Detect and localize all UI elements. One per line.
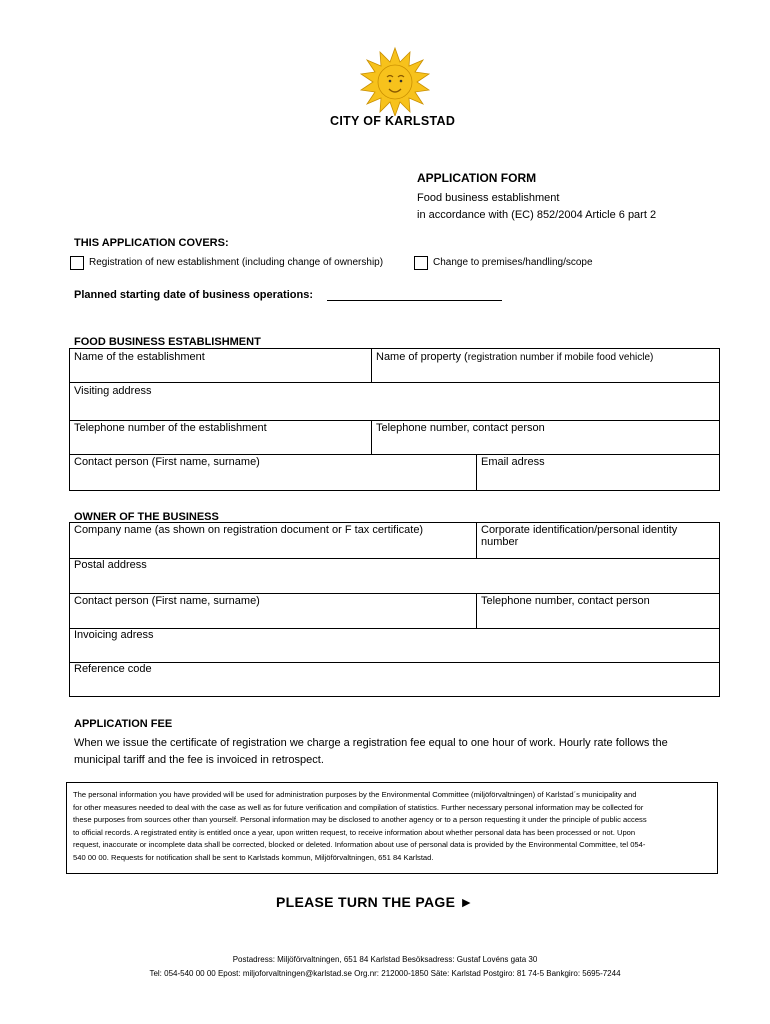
footer-address: Postadress: Miljöförvaltningen, 651 84 Karlstad Besöksadress: Gustaf Lovéns gata 30 bbox=[232, 955, 538, 964]
privacy-line: The personal information you have provided will be used for administration purposes by the Environmental Committee (miljöförvaltningen) of Karlstad´s municipality and bbox=[73, 790, 637, 799]
covers-heading: THIS APPLICATION COVERS: bbox=[74, 237, 229, 249]
property-name-field[interactable] bbox=[376, 351, 653, 364]
fee-text-1: When we issue the certificate of registration we charge a registration fee equal to one hour of work. Hourly rate follows the bbox=[74, 737, 668, 749]
privacy-line: request, inaccurate or incomplete data shall be corrected, blocked or deleted. Information about use of personal data is provided by the Environmental Committee, tel 054- bbox=[73, 840, 646, 849]
fee-heading: APPLICATION FEE bbox=[74, 718, 173, 730]
establishment-heading: FOOD BUSINESS ESTABLISHMENT bbox=[74, 336, 261, 348]
new-establishment-label: Registration of new establishment (including change of ownership) bbox=[89, 257, 384, 268]
owner-contact-phone-field[interactable]: Telephone number, contact person bbox=[481, 595, 650, 607]
owner-heading: OWNER OF THE BUSINESS bbox=[74, 511, 219, 523]
reference-code-field[interactable]: Reference code bbox=[74, 663, 152, 675]
corporate-id-label: Corporate identification/personal identity bbox=[481, 524, 678, 536]
city-name: CITY OF KARLSTAD bbox=[330, 114, 456, 128]
contact-phone-field[interactable]: Telephone number, contact person bbox=[376, 422, 545, 434]
form-title: APPLICATION FORM bbox=[417, 171, 537, 185]
privacy-line: to official records. A registrated entity is entitled once a year, upon written request, to receive information about whether personal data has been processed or not. Upon bbox=[73, 827, 636, 837]
corporate-id-field[interactable] bbox=[481, 524, 677, 548]
form-regulation: in accordance with (EC) 852/2004 Article 6 part 2 bbox=[417, 209, 657, 221]
new-establishment-checkbox[interactable] bbox=[70, 256, 84, 270]
start-date-label: Planned starting date of business operations: bbox=[74, 289, 313, 301]
email-field[interactable]: Email adress bbox=[481, 456, 545, 468]
establishment-phone-field[interactable]: Telephone number of the establishment bbox=[74, 422, 267, 434]
invoicing-address-field[interactable]: Invoicing adress bbox=[74, 629, 154, 641]
privacy-notice bbox=[66, 782, 718, 874]
sun-face-icon bbox=[355, 46, 435, 116]
privacy-line: 540 00 00. Requests for notification shall be sent to Karlstads kommun, Miljöförvaltningen, 651 84 Karlstad. bbox=[73, 852, 434, 862]
fee-text-2: municipal tariff and the fee is invoiced in retrospect. bbox=[74, 754, 324, 766]
visiting-address-field[interactable]: Visiting address bbox=[74, 385, 152, 397]
change-premises-label: Change to premises/handling/scope bbox=[433, 257, 593, 268]
company-name-field[interactable]: Company name (as shown on registration document or F tax certificate) bbox=[74, 524, 424, 536]
privacy-line: these purposes from sources other than yourself. Personal information may be disclosed to another agency or to a person requesting it under the principle of public access bbox=[73, 815, 647, 824]
contact-person-field[interactable]: Contact person (First name, surname) bbox=[74, 456, 260, 468]
form-subtitle: Food business establishment bbox=[417, 192, 560, 204]
change-premises-checkbox[interactable] bbox=[414, 256, 428, 270]
turn-page-notice: PLEASE TURN THE PAGE ► bbox=[276, 894, 474, 910]
owner-contact-person-field[interactable]: Contact person (First name, surname) bbox=[74, 595, 260, 607]
postal-address-field[interactable]: Postal address bbox=[74, 559, 147, 571]
owner-table bbox=[69, 522, 720, 697]
start-date-field[interactable] bbox=[327, 300, 502, 301]
corporate-id-label-cont: number bbox=[481, 536, 519, 548]
footer-contact: Tel: 054-540 00 00 Epost: miljoforvaltningen@karlstad.se Org.nr: 212000-1850 Säte: Karlstad Postgiro: 81 74-5 Bankgiro: 5695-7244 bbox=[149, 969, 621, 978]
property-name-label: Name of property ( bbox=[376, 351, 468, 363]
privacy-line: for other measures needed to deal with the case as well as for future verification and compilation of statistics. Further necessary personal information may be collected for bbox=[73, 802, 644, 812]
property-name-note: registration number if mobile food vehicle) bbox=[467, 352, 654, 363]
establishment-name-field[interactable]: Name of the establishment bbox=[74, 351, 205, 363]
